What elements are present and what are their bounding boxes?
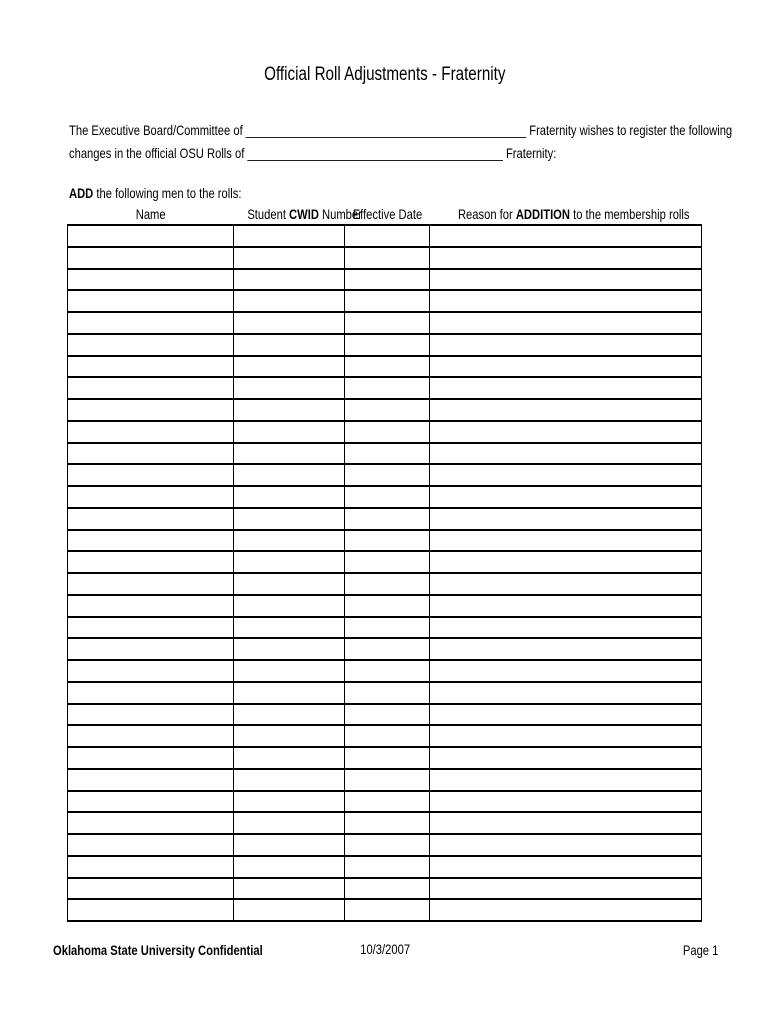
intro-line-1 xyxy=(69,122,770,138)
name-cell[interactable] xyxy=(68,834,234,856)
reason-cell[interactable] xyxy=(430,464,702,486)
reason-cell[interactable] xyxy=(430,377,702,399)
cwid-cell[interactable] xyxy=(234,530,345,552)
reason-cell[interactable] xyxy=(430,573,702,595)
reason-cell[interactable] xyxy=(430,247,702,269)
effective-date-cell[interactable] xyxy=(345,878,430,900)
name-cell[interactable] xyxy=(68,225,234,247)
cwid-cell[interactable] xyxy=(234,660,345,682)
intro-line-2 xyxy=(69,145,678,161)
table-row xyxy=(68,269,702,291)
table-row xyxy=(68,834,702,856)
name-cell[interactable] xyxy=(68,290,234,312)
cwid-cell[interactable] xyxy=(234,899,345,921)
reason-cell[interactable] xyxy=(430,638,702,660)
name-cell[interactable] xyxy=(68,704,234,726)
column-header-reason: Reason for ADDITION to the membership rolls xyxy=(457,206,690,222)
reason-cell[interactable] xyxy=(430,878,702,900)
table-row xyxy=(68,682,702,704)
footer-page-number: Page 1 xyxy=(682,942,718,958)
reason-cell[interactable] xyxy=(430,312,702,334)
effective-date-cell[interactable] xyxy=(345,269,430,291)
table-row xyxy=(68,878,702,900)
cwid-cell[interactable] xyxy=(234,225,345,247)
reason-cell[interactable] xyxy=(430,704,702,726)
effective-date-cell[interactable] xyxy=(345,725,430,747)
name-cell[interactable] xyxy=(68,747,234,769)
effective-date-cell[interactable] xyxy=(345,312,430,334)
intro-line1-suffix: Fraternity wishes to register the following xyxy=(529,122,733,138)
table-row xyxy=(68,464,702,486)
table-row xyxy=(68,660,702,682)
table-row xyxy=(68,899,702,921)
effective-date-cell[interactable] xyxy=(345,704,430,726)
table-row xyxy=(68,595,702,617)
table-row xyxy=(68,486,702,508)
cwid-cell[interactable] xyxy=(234,769,345,791)
footer-date: 10/3/2007 xyxy=(360,941,410,957)
table-row xyxy=(68,725,702,747)
column-header-cwid: Student CWID Number xyxy=(247,206,362,222)
effective-date-cell[interactable] xyxy=(345,399,430,421)
name-cell[interactable] xyxy=(68,530,234,552)
reason-cell[interactable] xyxy=(430,595,702,617)
cwid-cell[interactable] xyxy=(234,508,345,530)
effective-date-cell[interactable] xyxy=(345,464,430,486)
name-cell[interactable] xyxy=(68,595,234,617)
reason-cell[interactable] xyxy=(430,508,702,530)
cwid-cell[interactable] xyxy=(234,312,345,334)
effective-date-cell[interactable] xyxy=(345,247,430,269)
effective-date-cell[interactable] xyxy=(345,377,430,399)
table-row xyxy=(68,791,702,813)
table-row xyxy=(68,530,702,552)
table-row xyxy=(68,856,702,878)
effective-date-cell[interactable] xyxy=(345,551,430,573)
page-title xyxy=(0,64,770,86)
effective-date-cell[interactable] xyxy=(345,747,430,769)
effective-date-cell[interactable] xyxy=(345,356,430,378)
cwid-cell[interactable] xyxy=(234,247,345,269)
name-cell[interactable] xyxy=(68,443,234,465)
cwid-cell[interactable] xyxy=(234,834,345,856)
table-row xyxy=(68,769,702,791)
intro-line1-prefix: The Executive Board/Committee of xyxy=(69,122,243,138)
name-cell[interactable] xyxy=(68,247,234,269)
cwid-cell[interactable] xyxy=(234,377,345,399)
effective-date-cell[interactable] xyxy=(345,638,430,660)
name-cell[interactable] xyxy=(68,856,234,878)
column-header-effective-date: Effective Date xyxy=(352,206,423,222)
table-row xyxy=(68,290,702,312)
name-cell[interactable] xyxy=(68,725,234,747)
reason-cell[interactable] xyxy=(430,421,702,443)
name-cell[interactable] xyxy=(68,573,234,595)
cwid-cell[interactable] xyxy=(234,464,345,486)
page-title-text: Official Roll Adjustments - Fraternity xyxy=(264,64,506,85)
cwid-cell[interactable] xyxy=(234,290,345,312)
effective-date-cell[interactable] xyxy=(345,508,430,530)
effective-date-cell[interactable] xyxy=(345,334,430,356)
table-row xyxy=(68,443,702,465)
cwid-cell[interactable] xyxy=(234,573,345,595)
name-cell[interactable] xyxy=(68,377,234,399)
name-cell[interactable] xyxy=(68,899,234,921)
cwid-cell[interactable] xyxy=(234,638,345,660)
effective-date-cell[interactable] xyxy=(345,617,430,639)
reason-cell[interactable] xyxy=(430,899,702,921)
name-cell[interactable] xyxy=(68,356,234,378)
name-cell[interactable] xyxy=(68,660,234,682)
add-bold-label: ADD xyxy=(69,185,94,201)
table-row xyxy=(68,421,702,443)
fraternity-name-blank: _____________________________________________ xyxy=(245,122,527,138)
add-instruction xyxy=(69,185,285,201)
effective-date-cell[interactable] xyxy=(345,856,430,878)
effective-date-cell[interactable] xyxy=(345,769,430,791)
reason-cell[interactable] xyxy=(430,725,702,747)
intro-line2-prefix: changes in the official OSU Rolls of xyxy=(69,145,245,161)
cwid-cell[interactable] xyxy=(234,334,345,356)
reason-cell[interactable] xyxy=(430,769,702,791)
cwid-cell[interactable] xyxy=(234,856,345,878)
name-cell[interactable] xyxy=(68,878,234,900)
table-row xyxy=(68,704,702,726)
reason-cell[interactable] xyxy=(430,269,702,291)
reason-cell[interactable] xyxy=(430,290,702,312)
column-header-name: Name xyxy=(135,206,166,222)
cwid-cell[interactable] xyxy=(234,725,345,747)
effective-date-cell[interactable] xyxy=(345,290,430,312)
table-row xyxy=(68,551,702,573)
reason-cell[interactable] xyxy=(430,551,702,573)
intro-line2-suffix: Fraternity: xyxy=(505,145,557,161)
cwid-cell[interactable] xyxy=(234,617,345,639)
cwid-cell[interactable] xyxy=(234,682,345,704)
cwid-cell[interactable] xyxy=(234,399,345,421)
name-cell[interactable] xyxy=(68,617,234,639)
effective-date-cell[interactable] xyxy=(345,791,430,813)
table-row xyxy=(68,638,702,660)
name-cell[interactable] xyxy=(68,399,234,421)
table-row xyxy=(68,573,702,595)
reason-cell[interactable] xyxy=(430,617,702,639)
table-row xyxy=(68,247,702,269)
table-row xyxy=(68,377,702,399)
effective-date-cell[interactable] xyxy=(345,660,430,682)
add-instruction-text: the following men to the rolls: xyxy=(96,185,242,201)
reason-cell[interactable] xyxy=(430,530,702,552)
name-cell[interactable] xyxy=(68,464,234,486)
reason-cell[interactable] xyxy=(430,225,702,247)
effective-date-cell[interactable] xyxy=(345,443,430,465)
effective-date-cell[interactable] xyxy=(345,834,430,856)
name-cell[interactable] xyxy=(68,791,234,813)
effective-date-cell[interactable] xyxy=(345,682,430,704)
cwid-cell[interactable] xyxy=(234,269,345,291)
table-row xyxy=(68,356,702,378)
effective-date-cell[interactable] xyxy=(345,595,430,617)
name-cell[interactable] xyxy=(68,508,234,530)
table-row xyxy=(68,747,702,769)
name-cell[interactable] xyxy=(68,334,234,356)
cwid-cell[interactable] xyxy=(234,486,345,508)
effective-date-cell[interactable] xyxy=(345,899,430,921)
table-row xyxy=(68,312,702,334)
cwid-cell[interactable] xyxy=(234,551,345,573)
table-row xyxy=(68,617,702,639)
reason-cell[interactable] xyxy=(430,812,702,834)
reason-cell[interactable] xyxy=(430,791,702,813)
reason-cell[interactable] xyxy=(430,356,702,378)
name-cell[interactable] xyxy=(68,269,234,291)
reason-cell[interactable] xyxy=(430,856,702,878)
reason-cell[interactable] xyxy=(430,747,702,769)
table-row xyxy=(68,399,702,421)
effective-date-cell[interactable] xyxy=(345,573,430,595)
effective-date-cell[interactable] xyxy=(345,486,430,508)
table-row xyxy=(68,225,702,247)
cwid-cell[interactable] xyxy=(234,443,345,465)
name-cell[interactable] xyxy=(68,812,234,834)
cwid-cell[interactable] xyxy=(234,595,345,617)
cwid-cell[interactable] xyxy=(234,421,345,443)
reason-cell[interactable] xyxy=(430,682,702,704)
table-row xyxy=(68,812,702,834)
effective-date-cell[interactable] xyxy=(345,812,430,834)
cwid-cell[interactable] xyxy=(234,878,345,900)
cwid-cell[interactable] xyxy=(234,704,345,726)
effective-date-cell[interactable] xyxy=(345,530,430,552)
reason-cell[interactable] xyxy=(430,660,702,682)
table-row xyxy=(68,508,702,530)
reason-cell[interactable] xyxy=(430,486,702,508)
table-row xyxy=(68,334,702,356)
cwid-cell[interactable] xyxy=(234,356,345,378)
name-cell[interactable] xyxy=(68,682,234,704)
name-cell[interactable] xyxy=(68,638,234,660)
cwid-cell[interactable] xyxy=(234,812,345,834)
name-cell[interactable] xyxy=(68,421,234,443)
reason-cell[interactable] xyxy=(430,834,702,856)
name-cell[interactable] xyxy=(68,312,234,334)
reason-cell[interactable] xyxy=(430,399,702,421)
fraternity-rolls-blank: _________________________________________ xyxy=(247,145,503,161)
reason-cell[interactable] xyxy=(430,334,702,356)
footer-confidential: Oklahoma State University Confidential xyxy=(53,942,263,958)
name-cell[interactable] xyxy=(68,551,234,573)
roll-additions-table xyxy=(67,224,702,922)
name-cell[interactable] xyxy=(68,769,234,791)
reason-cell[interactable] xyxy=(430,443,702,465)
effective-date-cell[interactable] xyxy=(345,421,430,443)
effective-date-cell[interactable] xyxy=(345,225,430,247)
table-body xyxy=(68,225,702,921)
name-cell[interactable] xyxy=(68,486,234,508)
cwid-cell[interactable] xyxy=(234,747,345,769)
cwid-cell[interactable] xyxy=(234,791,345,813)
